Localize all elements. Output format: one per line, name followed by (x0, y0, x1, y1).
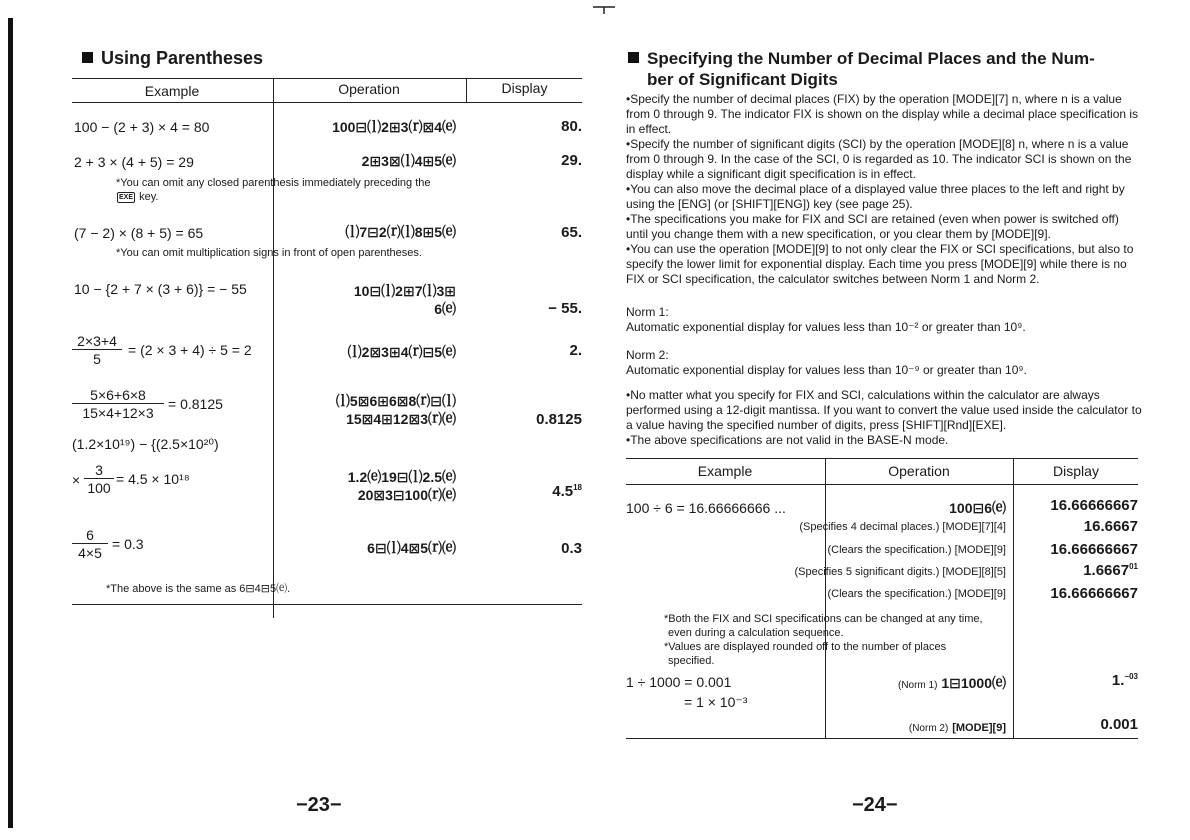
example-expression: (1.2×10¹⁹) − {(2.5×10²⁰) (72, 436, 219, 452)
display-value: 1.$^{-03}$ (1111, 672, 1138, 689)
note-line: even during a calculation sequence. (668, 627, 844, 639)
column-header-operation: Operation (888, 463, 950, 479)
operation-keys: (Clears the specification.) [MODE][9] (827, 544, 1006, 556)
bullet-paragraph: •You can also move the decimal place of a displayed value three places to the left and right by using the [ENG] (or [SHIFT][ENG]) key (see page 25). (626, 182, 1125, 211)
example-expression: = 0.8125 (168, 396, 223, 412)
column-header-example: Example (697, 463, 753, 479)
operation-keys: 6⒠ (434, 301, 456, 317)
instructions-list (626, 92, 1142, 287)
fraction-denominator: 4×5 (78, 545, 102, 561)
bullet-paragraph: •The above specifications are not valid in the BASE-N mode. (626, 433, 949, 447)
operation-keys: (Norm 1) 1⊟1000⒠ (897, 675, 1006, 691)
display-value: 0.8125 (536, 411, 582, 428)
example-expression: = 4.5 × 10¹⁸ (116, 471, 190, 487)
fraction-denominator: 15×4+12×3 (82, 405, 154, 421)
operation-keys: 15⊠4⊞12⊠3⒭⒠ (346, 411, 456, 427)
column-header-operation: Operation (338, 81, 400, 97)
multiply-sign: × (72, 472, 81, 488)
left-page-title: Using Parentheses (82, 48, 263, 69)
operation-keys: ⒧5⊠6⊞6⊠8⒭⊟⒧ (335, 393, 456, 409)
operation-keys: ⒧7⊟2⒭⒧8⊞5⒠ (345, 224, 456, 240)
example-expression: = (2 × 3 + 4) ÷ 5 = 2 (128, 342, 252, 358)
note-text: *You can omit multiplication signs in front of open parentheses. (116, 247, 422, 259)
table-top-rule (72, 78, 582, 79)
display-value: 16.66666667 (1050, 541, 1138, 558)
example-expression: 10 − {2 + 7 × (3 + 6)} = − 55 (74, 281, 247, 297)
fraction-denominator: 5 (93, 351, 101, 367)
operation-keys: 100⊟6⒠ (949, 500, 1006, 516)
bullet-paragraph: •No matter what you specify for FIX and SCI, calculations within the calculator are always performed using a 12-digit mantissa. If you want to convert the value used inside the calculator to a value having the specified number of digits, press [SHIFT][Rnd][EXE]. (626, 388, 1142, 432)
fraction-numerator: 2×3+4 (72, 333, 122, 350)
display-value: 65. (561, 224, 582, 241)
norm2-text: Automatic exponential display for values less than 10⁻⁹ or greater than 10⁹. (626, 363, 1027, 377)
table-header-rule (72, 102, 582, 103)
column-header-display: Display (1053, 463, 1099, 479)
operation-keys: (Clears the specification.) [MODE][9] (827, 588, 1006, 600)
note-line: *Both the FIX and SCI specifications can be changed at any time, (664, 613, 983, 625)
exe-key-icon: EXE (119, 194, 134, 201)
example-expression: = 1 × 10⁻³ (684, 694, 748, 710)
note-line: *Values are displayed rounded off to the number of places (664, 641, 947, 653)
norm2-label: Norm 2: (626, 348, 669, 362)
bullet-paragraph: •The specifications you make for FIX and SCI are retained (even when power is switched off) until you change them with a new specification, or you clear them by [MODE][9]. (626, 212, 1119, 241)
example-expression: (7 − 2) × (8 + 5) = 65 (74, 225, 204, 241)
fraction-numerator: 5×6+6×8 (72, 387, 164, 404)
note-line: specified. (668, 655, 715, 667)
display-value: $4.5^{18}$ (552, 483, 582, 500)
display-value: 0.3 (561, 540, 582, 557)
square-bullet-icon (628, 52, 639, 63)
top-crop-mark (593, 6, 615, 14)
display-value: 0.001 (1100, 716, 1138, 733)
fraction-denominator: 100 (87, 480, 111, 496)
table-top-rule (626, 458, 1138, 459)
note-text: EXE key. (119, 191, 159, 203)
bullet-paragraph: •You can use the operation [MODE][9] to not only clear the FIX or SCI specifications, but also to specify the lower limit for exponential display. Each time you press [MODE][9] while there is no FIX or SCI specification, the calculator switches between Norm 1 and Norm 2. (626, 242, 1134, 286)
example-expression: 100 − (2 + 3) × 4 = 80 (74, 119, 210, 135)
instructions-list-2 (626, 388, 1142, 448)
bullet-paragraph: •Specify the number of significant digits (SCI) by the operation [MODE][8] n, where n is a value from 0 through 9. In the case of the SCI, 0 is regarded as 10. The indicator SCI is shown on the display while a significant digit specification is in effect. (626, 137, 1132, 181)
display-value: 2. (569, 342, 582, 359)
operation-keys: 10⊟⒧2⊞7⒧3⊞ (353, 283, 456, 299)
fraction-numerator: 6 (72, 527, 108, 544)
norm1-text: Automatic exponential display for values less than 10⁻² or greater than 10⁹. (626, 320, 1026, 334)
table-column-divider (1013, 458, 1014, 738)
operation-keys: ⒧2⊠3⊞4⒭⊟5⒠ (347, 344, 456, 360)
note-text: *The above is the same as 6⊟4⊟5⒠. (106, 583, 291, 595)
right-page-title: Specifying the Number of Decimal Places and the Num- ber of Significant Digits (628, 48, 1095, 90)
operation-keys: (Norm 2) [MODE][9] (908, 722, 1006, 734)
display-value: 29. (561, 152, 582, 169)
operation-keys: 6⊟⒧4⊠5⒭⒠ (367, 540, 456, 556)
display-value: − 55. (548, 300, 582, 317)
page-number: −24− (852, 794, 898, 816)
column-header-display: Display (501, 80, 548, 96)
table-column-divider (273, 78, 274, 618)
operation-keys: 20⊠3⊟100⒭⒠ (357, 487, 456, 503)
example-expression: 100 ÷ 6 = 16.66666666 ... (626, 500, 786, 516)
example-expression: = 0.3 (112, 536, 144, 552)
norm2-block (626, 348, 1142, 378)
column-header-example: Example (144, 83, 200, 99)
display-value: 1.6667$^{01}$ (1083, 562, 1138, 579)
norm1-block (626, 305, 1142, 335)
example-expression: 2 + 3 × (4 + 5) = 29 (74, 154, 194, 170)
table-notes (664, 612, 983, 668)
table-header-rule (626, 484, 1138, 485)
bullet-paragraph: •Specify the number of decimal places (FIX) by the operation [MODE][7] n, where n is a value from 0 through 9. The indicator FIX is shown on the display while a decimal place specification is in effect. (626, 92, 1139, 136)
display-value: 16.6667 (1083, 518, 1138, 535)
norm1-label: Norm 1: (626, 305, 669, 319)
square-bullet-icon (82, 52, 93, 63)
display-value: 16.66666667 (1050, 585, 1138, 602)
page-binding-edge (8, 18, 13, 828)
operation-keys: 1.2⒠19⊟⒧2.5⒠ (347, 469, 456, 485)
display-value: 16.66666667 (1050, 497, 1138, 514)
operation-keys: (Specifies 5 significant digits.) [MODE][8][5] (794, 566, 1006, 578)
display-value: 80. (561, 118, 582, 135)
table-bottom-rule (72, 604, 582, 605)
operation-keys: 2⊞3⊠⒧4⊞5⒠ (361, 153, 456, 169)
operation-keys: (Specifies 4 decimal places.) [MODE][7][4] (799, 521, 1006, 533)
page-number: −23− (296, 794, 342, 816)
note-text: *You can omit any closed parenthesis immediately preceding the (116, 177, 431, 189)
fraction-numerator: 3 (84, 462, 114, 479)
example-expression: 1 ÷ 1000 = 0.001 (626, 674, 732, 690)
table-bottom-rule (626, 738, 1138, 739)
operation-keys: 100⊟⒧2⊞3⒭⊠4⒠ (332, 119, 456, 135)
